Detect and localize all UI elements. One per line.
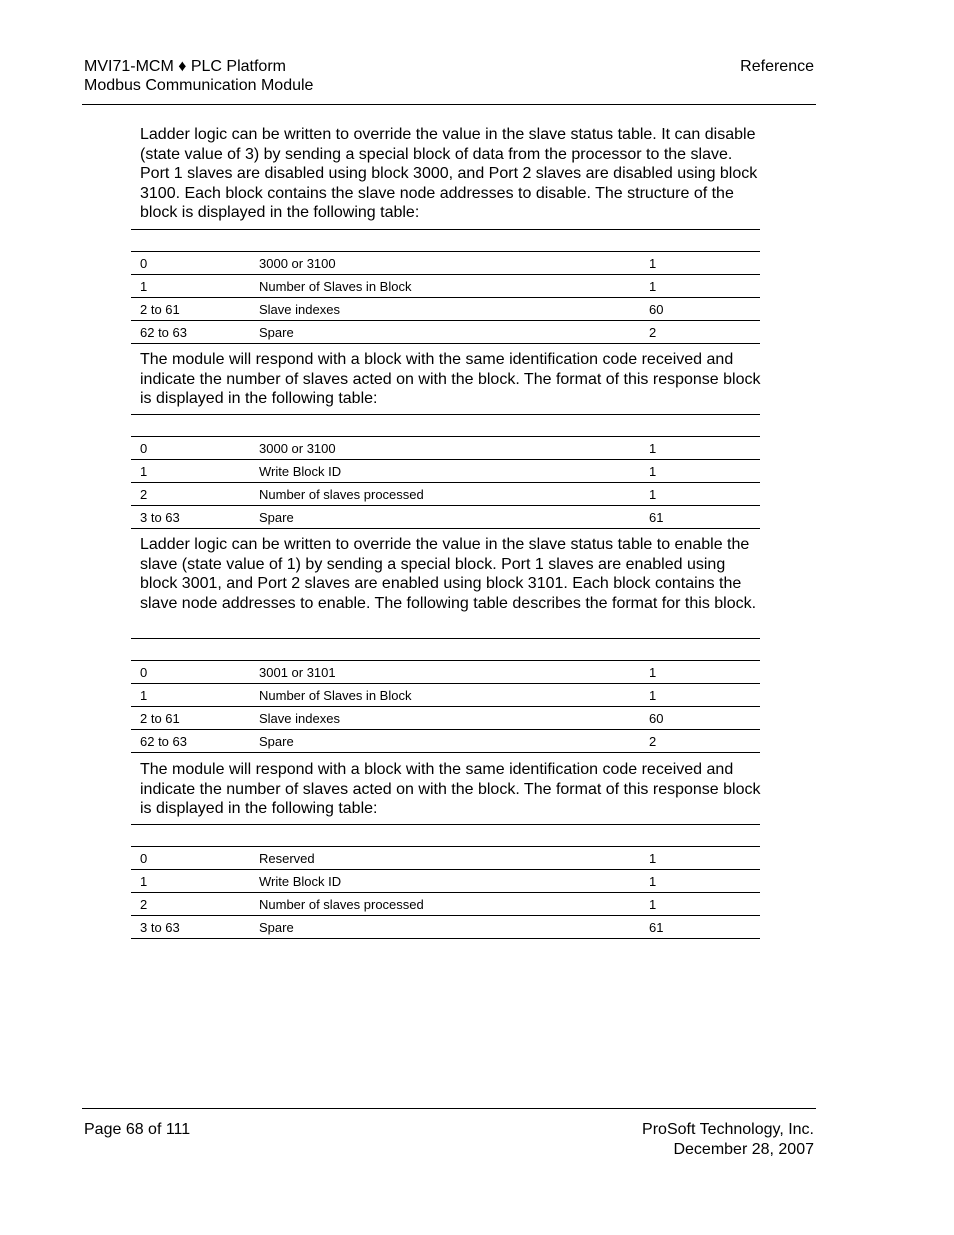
body-paragraph: The module will respond with a block with the same identification code received and indicate the number of slaves acted on with the block. The format of this response block is displayed in the following table: [140, 351, 761, 408]
table-cell-offset: 1 [131, 870, 250, 893]
disable-block-table [131, 229, 760, 344]
table-row [131, 661, 760, 684]
table-row [131, 460, 760, 483]
enable-block-table [131, 638, 760, 753]
table-header-cell [640, 825, 760, 847]
table-cell-offset: 2 [131, 893, 250, 916]
table-cell-description: Write Block ID [250, 870, 640, 893]
table-cell-description: Spare [250, 730, 640, 753]
table-cell-offset: 3 to 63 [131, 916, 250, 939]
table-cell-offset: 62 to 63 [131, 321, 250, 344]
table-cell-description: Spare [250, 321, 640, 344]
table-header-cell [250, 230, 640, 252]
page-number: Page 68 of 111 [84, 1121, 191, 1138]
table-cell-length: 60 [640, 298, 760, 321]
table-cell-offset: 2 [131, 483, 250, 506]
table-cell-description: 3001 or 3101 [250, 661, 640, 684]
table-row [131, 437, 760, 460]
table-row [131, 684, 760, 707]
table-cell-offset: 2 to 61 [131, 707, 250, 730]
company-name: ProSoft Technology, Inc. [642, 1121, 814, 1138]
table-cell-description: Slave indexes [250, 298, 640, 321]
table-cell-offset: 0 [131, 437, 250, 460]
table-cell-length: 1 [640, 275, 760, 298]
disable-response-table [131, 414, 760, 529]
table-row [131, 506, 760, 529]
table-cell-description: 3000 or 3100 [250, 437, 640, 460]
table-cell-length: 2 [640, 321, 760, 344]
publication-date: December 28, 2007 [673, 1140, 814, 1158]
table-cell-offset: 0 [131, 252, 250, 275]
table-header-cell [640, 639, 760, 661]
table-cell-length: 1 [640, 460, 760, 483]
table-header-row [131, 825, 760, 847]
table-header-cell [640, 415, 760, 437]
header-product-title: MVI71-MCM ♦ PLC Platform [84, 58, 286, 75]
table-header-row [131, 230, 760, 252]
table-cell-length: 1 [640, 483, 760, 506]
table-cell-description: 3000 or 3100 [250, 252, 640, 275]
table-row [131, 707, 760, 730]
table-cell-offset: 2 to 61 [131, 298, 250, 321]
footer-divider [82, 1108, 816, 1109]
table-header-cell [131, 230, 250, 252]
table-row [131, 483, 760, 506]
table-header-cell [640, 230, 760, 252]
table-cell-length: 2 [640, 730, 760, 753]
page-header [84, 57, 814, 105]
table-cell-length: 1 [640, 893, 760, 916]
table-header-cell [250, 825, 640, 847]
table-row [131, 298, 760, 321]
table-cell-offset: 1 [131, 275, 250, 298]
footer-publisher-block [642, 1120, 814, 1159]
table-row [131, 321, 760, 344]
table-cell-length: 1 [640, 252, 760, 275]
table-header-cell [131, 825, 250, 847]
table-cell-description: Spare [250, 916, 640, 939]
table-cell-description: Spare [250, 506, 640, 529]
table-cell-length: 1 [640, 847, 760, 870]
header-product-subtitle: Modbus Communication Module [84, 77, 314, 94]
header-title-block [84, 57, 313, 95]
table-header-cell [250, 415, 640, 437]
table-cell-description: Number of slaves processed [250, 483, 640, 506]
table-cell-description: Number of Slaves in Block [250, 684, 640, 707]
body-paragraph: The module will respond with a block with the same identification code received and indicate the number of slaves acted on with the block. The format of this response block is displayed in the following table: [140, 761, 761, 818]
table-header-cell [131, 639, 250, 661]
table-row [131, 870, 760, 893]
table-row [131, 252, 760, 275]
header-divider [82, 104, 816, 105]
table-cell-description: Write Block ID [250, 460, 640, 483]
body-paragraph: Ladder logic can be written to override the value in the slave status table to enable the slave (state value of 1) by sending a special block. Port 1 slaves are enabled using block 3001, and Port 2 slaves are enabled using block 3101. Each block contains the slave node addresses to enable. The following table describes the format for this block. [140, 536, 757, 612]
table-row [131, 916, 760, 939]
table-cell-offset: 1 [131, 684, 250, 707]
table-row [131, 275, 760, 298]
table-row [131, 847, 760, 870]
table-cell-length: 61 [640, 506, 760, 529]
table-header-row [131, 639, 760, 661]
table-header-row [131, 415, 760, 437]
table-cell-description: Slave indexes [250, 707, 640, 730]
body-paragraph: Ladder logic can be written to override the value in the slave status table. It can disable (state value of 3) by sending a special block of data from the processor to the slave. Port 1 slaves are disabled using block 3000, and Port 2 slaves are disabled using block 3100. Each block contains the slave node addresses to disable. The structure of the block is displayed in the following table: [140, 126, 758, 222]
enable-response-table [131, 824, 760, 939]
table-header-cell [250, 639, 640, 661]
table-cell-offset: 0 [131, 661, 250, 684]
table-cell-description: Number of Slaves in Block [250, 275, 640, 298]
table-cell-offset: 0 [131, 847, 250, 870]
table-cell-offset: 3 to 63 [131, 506, 250, 529]
table-cell-offset: 1 [131, 460, 250, 483]
table-cell-length: 1 [640, 661, 760, 684]
table-cell-length: 1 [640, 437, 760, 460]
table-cell-length: 1 [640, 870, 760, 893]
table-row [131, 893, 760, 916]
table-cell-length: 60 [640, 707, 760, 730]
table-cell-description: Reserved [250, 847, 640, 870]
table-cell-length: 1 [640, 684, 760, 707]
table-cell-description: Number of slaves processed [250, 893, 640, 916]
table-header-cell [131, 415, 250, 437]
header-section-name: Reference [740, 58, 814, 75]
table-row [131, 730, 760, 753]
table-cell-offset: 62 to 63 [131, 730, 250, 753]
table-cell-length: 61 [640, 916, 760, 939]
